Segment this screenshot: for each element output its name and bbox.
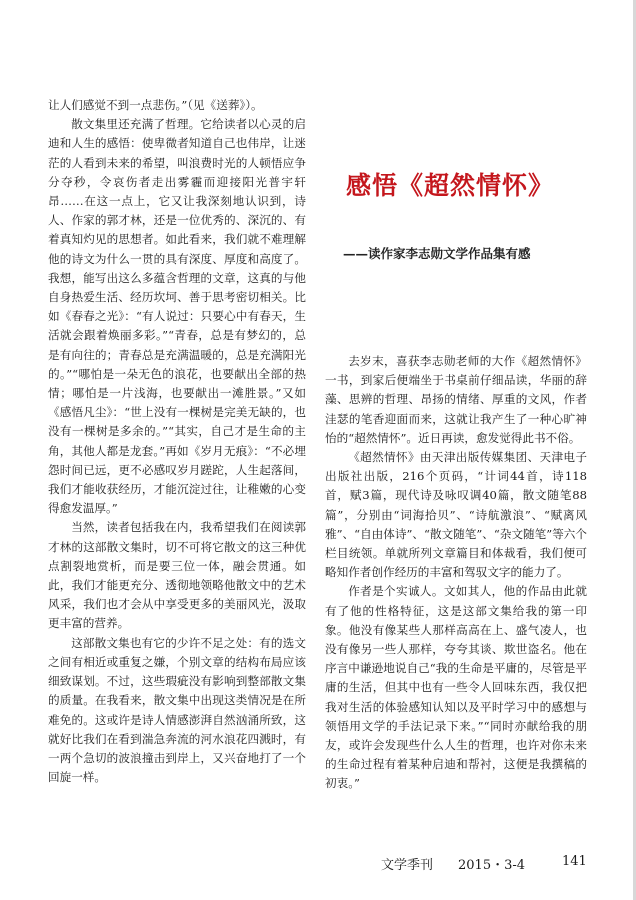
article-body xyxy=(325,352,587,794)
left-paragraph-2: 散文集里还充满了哲理。它给读者以心灵的启迪和人生的感悟：使卑微者知道自己也伟岸，让迷茫的人看到未来的希望，叫浪费时光的人顿悟应争分夺秒，令哀伤者走出雾霾而迎接阳光普宇轩昂……在这一点上，它又让我深刻地认识到，诗人、作家的郭才林，还是一位优秀的、深沉的、有着真知灼见的思想者。如此看来，我们就不难理解他的诗文为什么一贯的具有深度、厚度和高度了。我想，能写出这么多蕴含哲理的文章，这真的与他自身热爱生活、经历坎坷、善于思考密切相关。比如《春春之光》：“有人说过：只要心中有春天，生活就会跟着焕丽多彩。”“青春，总是有梦幻的，总是有向往的；青春总是充满温暖的，总是充满阳光的。”“哪怕是一朵无色的浪花，也要献出全部的热情；哪怕是一片浅海，也要献出一滩胜景。”又如《感悟凡尘》：“世上没有一棵树是完美无缺的，也没有一棵树是多余的。”“其实，自己才是生命的主角，其他人都是龙套。”再如《岁月无痕》：“不必埋怨时间已远，更不必感叹岁月蹉跎，人生起落间，我们才能收获经历，才能沉淀过往，让稚嫩的心变得愈发温厚。” xyxy=(48,117,306,516)
journal-name: 文学季刊 xyxy=(381,858,434,873)
article-paragraph-1: 去岁末，喜获李志勋老师的大作《超然情怀》一书，到家后便端坐于书桌前仔细品读，华丽的辞藻、思辨的哲理、昂扬的情绪、厚重的文风，作者洼瑟的笔香迎面而来，这就让我产生了一种心旷神怡的“超然情怀”。近日再读，愈发觉得此书不俗。 xyxy=(325,354,587,445)
page-footer xyxy=(0,854,636,874)
left-paragraph-1: 让人们感觉不到一点悲伤。”（见《送葬》）。 xyxy=(48,98,263,112)
article-title: 感悟《超然情怀》 xyxy=(346,171,555,200)
article-paragraph-2: 《超然情怀》由天津出版传媒集团、天津电子出版社出版，216个页码，“计词44首，诗118首，赋3篇，现代诗及咏叹调40篇，散文随笔88篇”，分别由“词海拾贝”、“诗航激浪”、“赋离风雅”、“自由体诗”、“散文随笔”、“杂文随笔”等六个栏目统领。单就所列文章篇目和体裁看，我们便可略知作者创作经历的丰富和驾驭文字的能力了。 xyxy=(325,450,587,580)
left-column xyxy=(48,96,306,787)
left-paragraph-3: 当然，读者包括我在内，我希望我们在阅读郭才林的这部散文集时，切不可将它散文的这三种优点割裂地赏析，而是要三位一体，融会贯通。如此，我们才能更充分、透彻地领略他散文中的艺术风采，我们也才会从中享受更多的美丽风光，汲取更丰富的营养。 xyxy=(48,520,306,631)
article-subtitle: ——读作家李志勋文学作品集有感 xyxy=(343,246,531,261)
page-number: 141 xyxy=(562,854,587,869)
article-paragraph-3: 作者是个实诚人。文如其人，他的作品由此就有了他的性格特征，这是这部文集给我的第一印象。他没有像某些人那样高高在上、盛气凌人，也没有像另一些人那样，夸夸其谈、欺世盗名。他在序言中谦逊地说自己“我的生命是平庸的，尽管是平庸的生活，但其中也有一些令人回味东西，我仅把我对生活的体验感知认知以及平时学习中的感想与领悟用文学的手法记录下来。”“同时亦献给我的朋友，或许会发现些什么人生的哲理，也许对你未来的生命过程有着某种启迪和帮衬，这便是我撰稿的初衷。” xyxy=(325,584,587,791)
left-paragraph-4: 这部散文集也有它的少许不足之处：有的选文之间有相近或重复之嫌，个别文章的结构布局应该细致谋划。不过，这些瑕疵没有影响到整部散文集的质量。在我看来，散文集中出现这类情况是在所难免的。这或许是诗人情感澎湃自然汹涌所致，这就好比我们在看到湍急奔流的河水浪花四溅时，有一两个急切的波浪撞击到岸上，又兴奋地打了一个回旋一样。 xyxy=(48,635,306,785)
issue-number: 2015・3-4 xyxy=(458,858,526,873)
